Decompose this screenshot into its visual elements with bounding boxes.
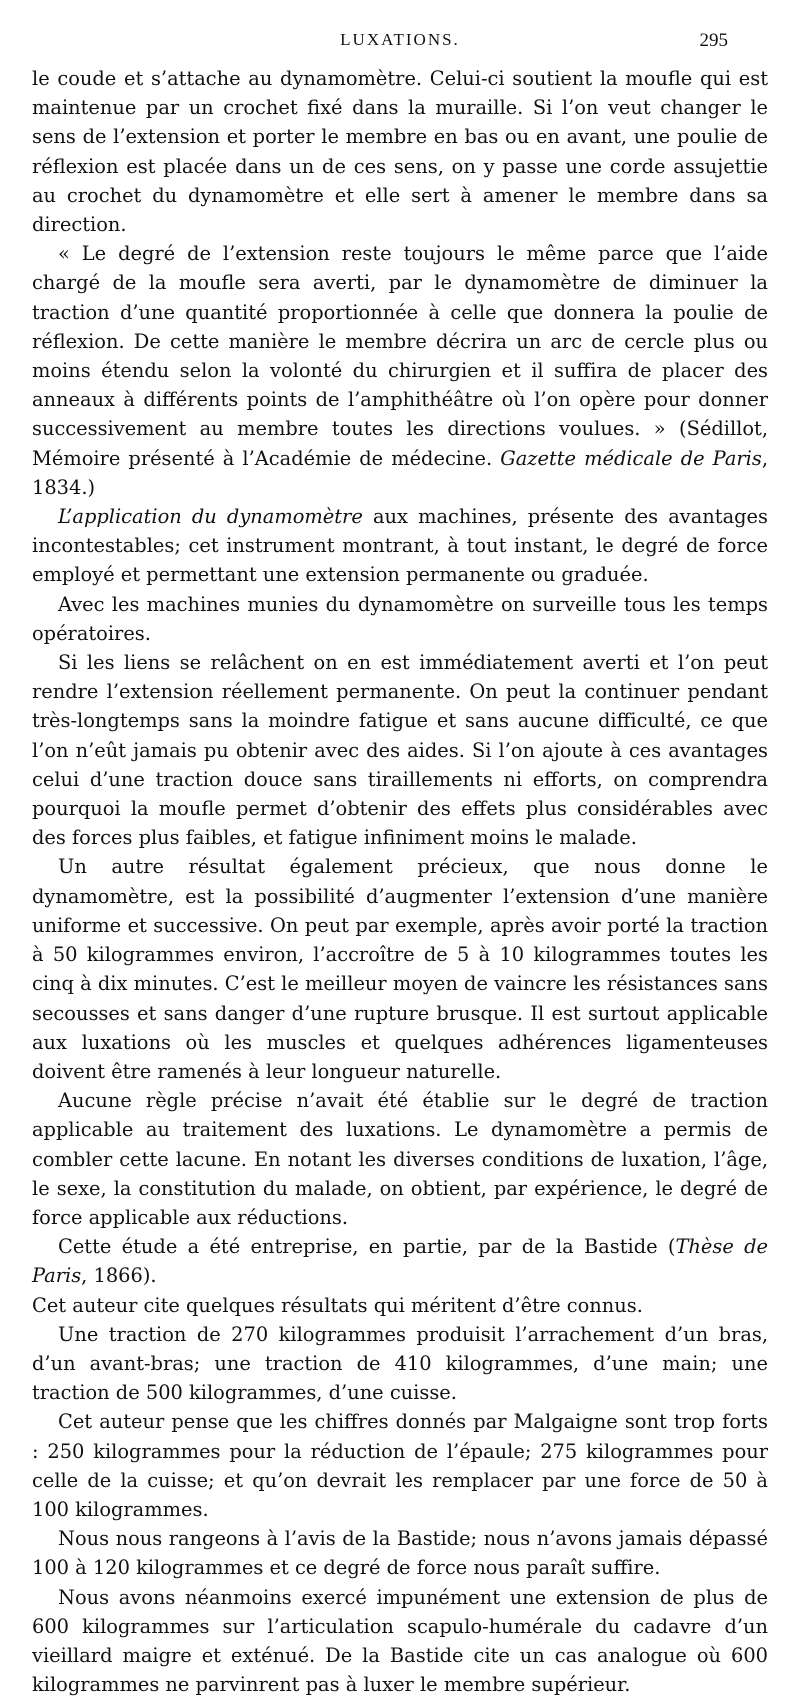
paragraph: Nous avons néanmoins exercé impunément une extension de plus de 600 kilogrammes sur l’articulation scapulo-humérale du cadavre d’un vieillard maigre et exténué. De la Bastide cite un cas analogue où 600 kilogrammes ne parvinrent pas à luxer le membre supérieur. bbox=[32, 1585, 768, 1697]
paragraph: Si les liens se relâchent on en est immédiatement averti et l’on peut rendre l’extension réellement permanente. On peut la continuer pendant très-longtemps sans la moindre fatigue et sans aucune difficulté, ce que l’on n’eût jamais pu obtenir avec des aides. Si l’on ajoute à ces avantages celui d’une traction douce sans tiraillements ni efforts, on comprendra pourquoi la moufle permet d’obtenir des effets plus considérables avec des forces plus faibles, et fatigue infiniment moins le malade. bbox=[32, 651, 768, 850]
running-title: LUXATIONS. bbox=[340, 30, 460, 49]
paragraph-quote bbox=[32, 239, 768, 502]
paragraph: Un autre résultat également précieux, que nous donne le dynamomètre, est la possibilité d’augmenter l’extension d’une manière uniforme et successive. On peut par exemple, après avoir porté la traction à 50 kilogrammes environ, l’accroître de 5 à 10 kilogrammes toutes les cinq à dix minutes. C’est le meilleur moyen de vaincre les résistances sans secousses et sans danger d’une rupture brusque. Il est surtout applicable aux luxations où les muscles et quelques adhérences ligamenteuses doivent être ramenés à leur longueur naturelle. bbox=[32, 855, 768, 1083]
paragraph: Nous nous rangeons à l’avis de la Bastide; nous n’avons jamais dépassé 100 à 120 kilogrammes et ce degré de force nous paraît suffire. bbox=[32, 1527, 768, 1580]
citation-year: , 1866). bbox=[81, 1264, 157, 1288]
paragraph bbox=[32, 502, 768, 590]
running-header bbox=[32, 28, 768, 58]
emphasis-phrase: L’application du dynamomètre bbox=[58, 505, 363, 529]
paragraph: Avec les machines munies du dynamomètre on surveille tous les temps opératoires. bbox=[32, 592, 768, 645]
citation-journal: Gazette médicale de Paris bbox=[500, 446, 762, 470]
paragraph-text: aux machines, présente des avantages incontestables; cet instrument montrant, à tout instant, le degré de force employé et permettant une extension permanente ou graduée. bbox=[32, 505, 768, 587]
paragraph: Une traction de 270 kilogrammes produisit l’arrachement d’un bras, d’un avant-bras; une traction de 410 kilogrammes, d’une main; une traction de 500 kilogrammes, d’une cuisse. bbox=[32, 1322, 768, 1405]
page-number: 295 bbox=[699, 30, 728, 51]
citation-thesis: Thèse de Paris bbox=[32, 1235, 768, 1288]
page-body bbox=[32, 64, 768, 1699]
citation-year: , 1834.) bbox=[32, 446, 769, 499]
paragraph-text: Cette étude a été entreprise, en partie, par de la Bastide ( bbox=[58, 1235, 676, 1259]
quote-text: « Le degré de l’extension reste toujours le même parce que l’aide chargé de la moufle sera averti, par le dynamomètre de diminuer la traction d’une quantité proportionnée à celle que donnera la poulie de réflexion. De cette manière le membre décrira un arc de cercle plus ou moins étendu selon la volonté du chirurgien et il suffira de placer des anneaux à différents points de l’amphithéâtre où l’on opère pour donner successivement au membre toutes les directions voulues. » (Sédillot, Mémoire présenté à l’Académie de médecine. bbox=[32, 242, 768, 470]
paragraph bbox=[32, 1232, 768, 1290]
paragraph: Aucune règle précise n’avait été établie sur le degré de traction applicable au traitement des luxations. Le dynamomètre a permis de combler cette lacune. En notant les diverses conditions de luxation, l’âge, le sexe, la constitution du malade, on obtient, par expérience, le degré de force applicable aux réductions. bbox=[32, 1089, 768, 1229]
paragraph: Cet auteur pense que les chiffres donnés par Malgaigne sont trop forts : 250 kilogrammes pour la réduction de l’épaule; 275 kilogrammes pour celle de la cuisse; et qu’on devrait les remplacer par une force de 50 à 100 kilogrammes. bbox=[32, 1410, 768, 1521]
paragraph: le coude et s’attache au dynamomètre. Celui-ci soutient la moufle qui est maintenue par un crochet fixé dans la muraille. Si l’on veut changer le sens de l’extension et porter le membre en bas ou en avant, une poulie de réflexion est placée dans un de ces sens, on y passe une corde assujettie au crochet du dynamomètre et elle sert à amener le membre dans sa direction. bbox=[32, 67, 768, 237]
paragraph: Cet auteur cite quelques résultats qui méritent d’être connus. bbox=[32, 1293, 643, 1317]
